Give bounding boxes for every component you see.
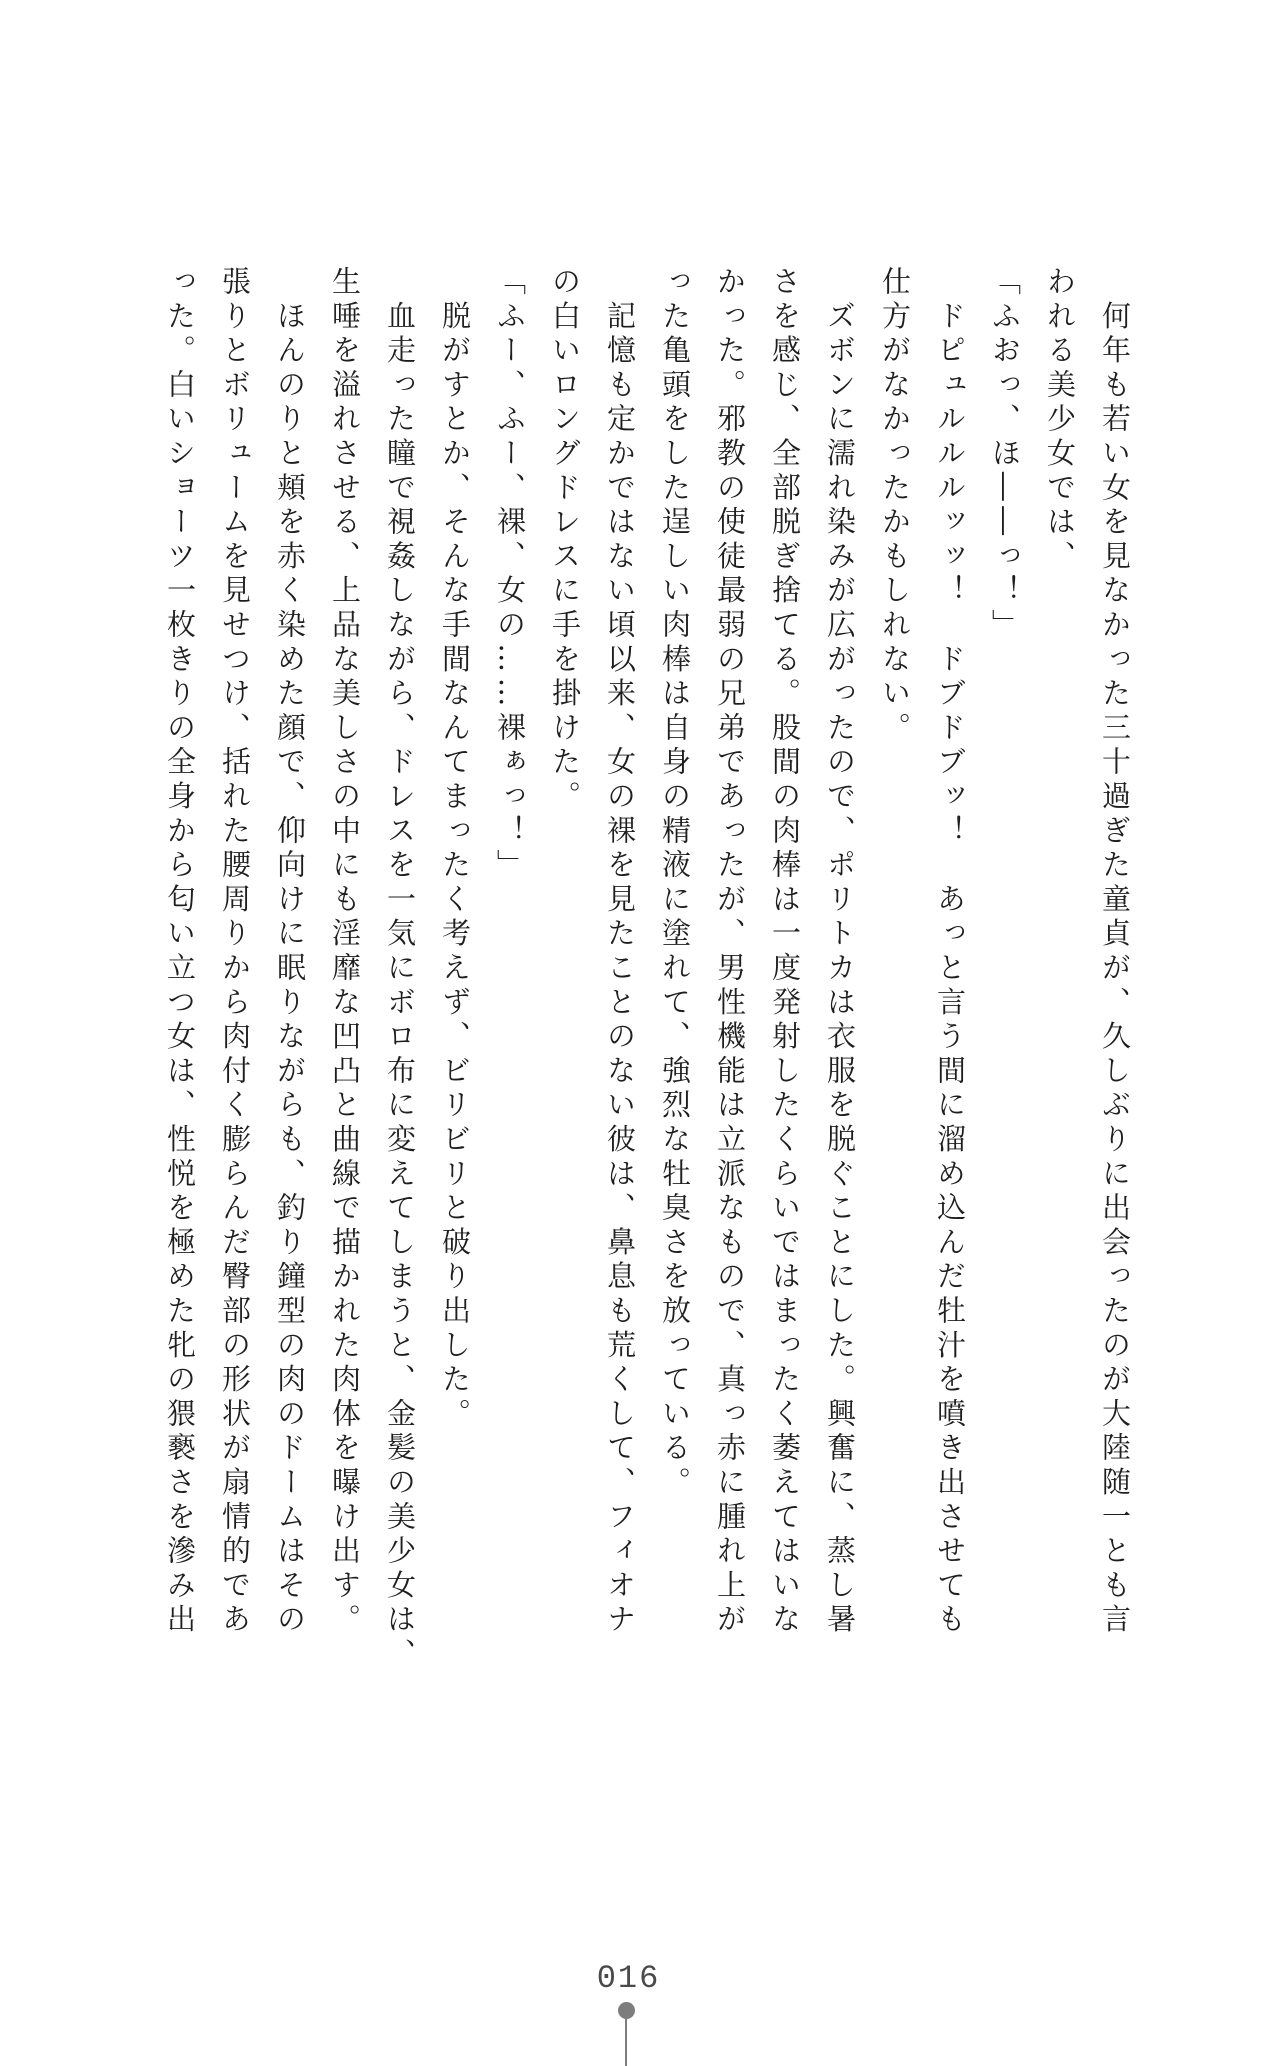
- text-column: 生唾を溢れさせる、上品な美しさの中にも淫靡な凹凸と曲線で描かれた肉体を曝け出す。: [328, 266, 362, 1638]
- text-column: 何年も若い女を見なかった三十過ぎた童貞が、久しぶりに出会ったのが大陸随一とも言: [1098, 266, 1132, 1638]
- footer-ornament-line: [625, 2010, 627, 2066]
- text-column: 「ふおっ、ほ――っ！」: [988, 266, 1022, 644]
- text-column: 張りとボリュームを見せつけ、括れた腰周りから肉付く膨らんだ臀部の形状が扇情的であ: [218, 266, 252, 1638]
- paragraph: [317, 266, 427, 1673]
- text-block: [152, 266, 1142, 1673]
- paragraph: [647, 266, 867, 1640]
- text-column: われる美少女では、: [1043, 266, 1077, 575]
- page-number: 016: [596, 1960, 661, 1997]
- text-column: 血走った瞳で視姦しながら、ドレスを一気にボロ布に変えてしまうと、金髪の美少女は、: [383, 266, 417, 1673]
- paragraph-dialogue: [482, 266, 537, 1640]
- paragraph: [1032, 266, 1142, 1640]
- text-column: った亀頭をした逞しい肉棒は自身の精液に塗れて、強烈な牡臭さを放っている。: [658, 266, 692, 1501]
- text-column: 仕方がなかったかもしれない。: [878, 266, 912, 747]
- text-column: かった。邪教の使徒最弱の兄弟であったが、男性機能は立派なもので、真っ赤に腫れ上が: [713, 266, 747, 1638]
- text-column: ドピュルルルッッ！ ドブドブッ！ あっと言う間に溜め込んだ牡汁を噴き出させても: [933, 266, 967, 1638]
- text-column: ほんのりと頬を赤く染めた顔で、仰向けに眠りながらも、釣り鐘型の肉のドームはその: [273, 266, 307, 1638]
- paragraph: [152, 266, 317, 1640]
- text-column: った。白いショーツ一枚きりの全身から匂い立つ女は、性悦を極めた牝の猥褻さを滲み出: [163, 266, 197, 1638]
- text-column: 脱がすとか、そんな手間なんてまったく考えず、ビリビリと破り出した。: [438, 266, 472, 1433]
- text-column: さを感じ、全部脱ぎ捨てる。股間の肉棒は一度発射したくらいではまったく萎えてはいな: [768, 266, 802, 1638]
- paragraph: [427, 266, 482, 1640]
- paragraph: [867, 266, 977, 1640]
- text-column: 記憶も定かではない頃以来、女の裸を見たことのない彼は、鼻息も荒くして、フィオナ: [603, 266, 637, 1638]
- paragraph-dialogue: [977, 266, 1032, 1640]
- text-column: ズボンに濡れ染みが広がったので、ポリトカは衣服を脱ぐことにした。興奮に、蒸し暑: [823, 266, 857, 1638]
- text-column: 「ふー、ふー、裸、女の……裸ぁっ！」: [493, 266, 527, 884]
- text-column: の白いロングドレスに手を掛けた。: [548, 266, 582, 815]
- paragraph: [537, 266, 647, 1640]
